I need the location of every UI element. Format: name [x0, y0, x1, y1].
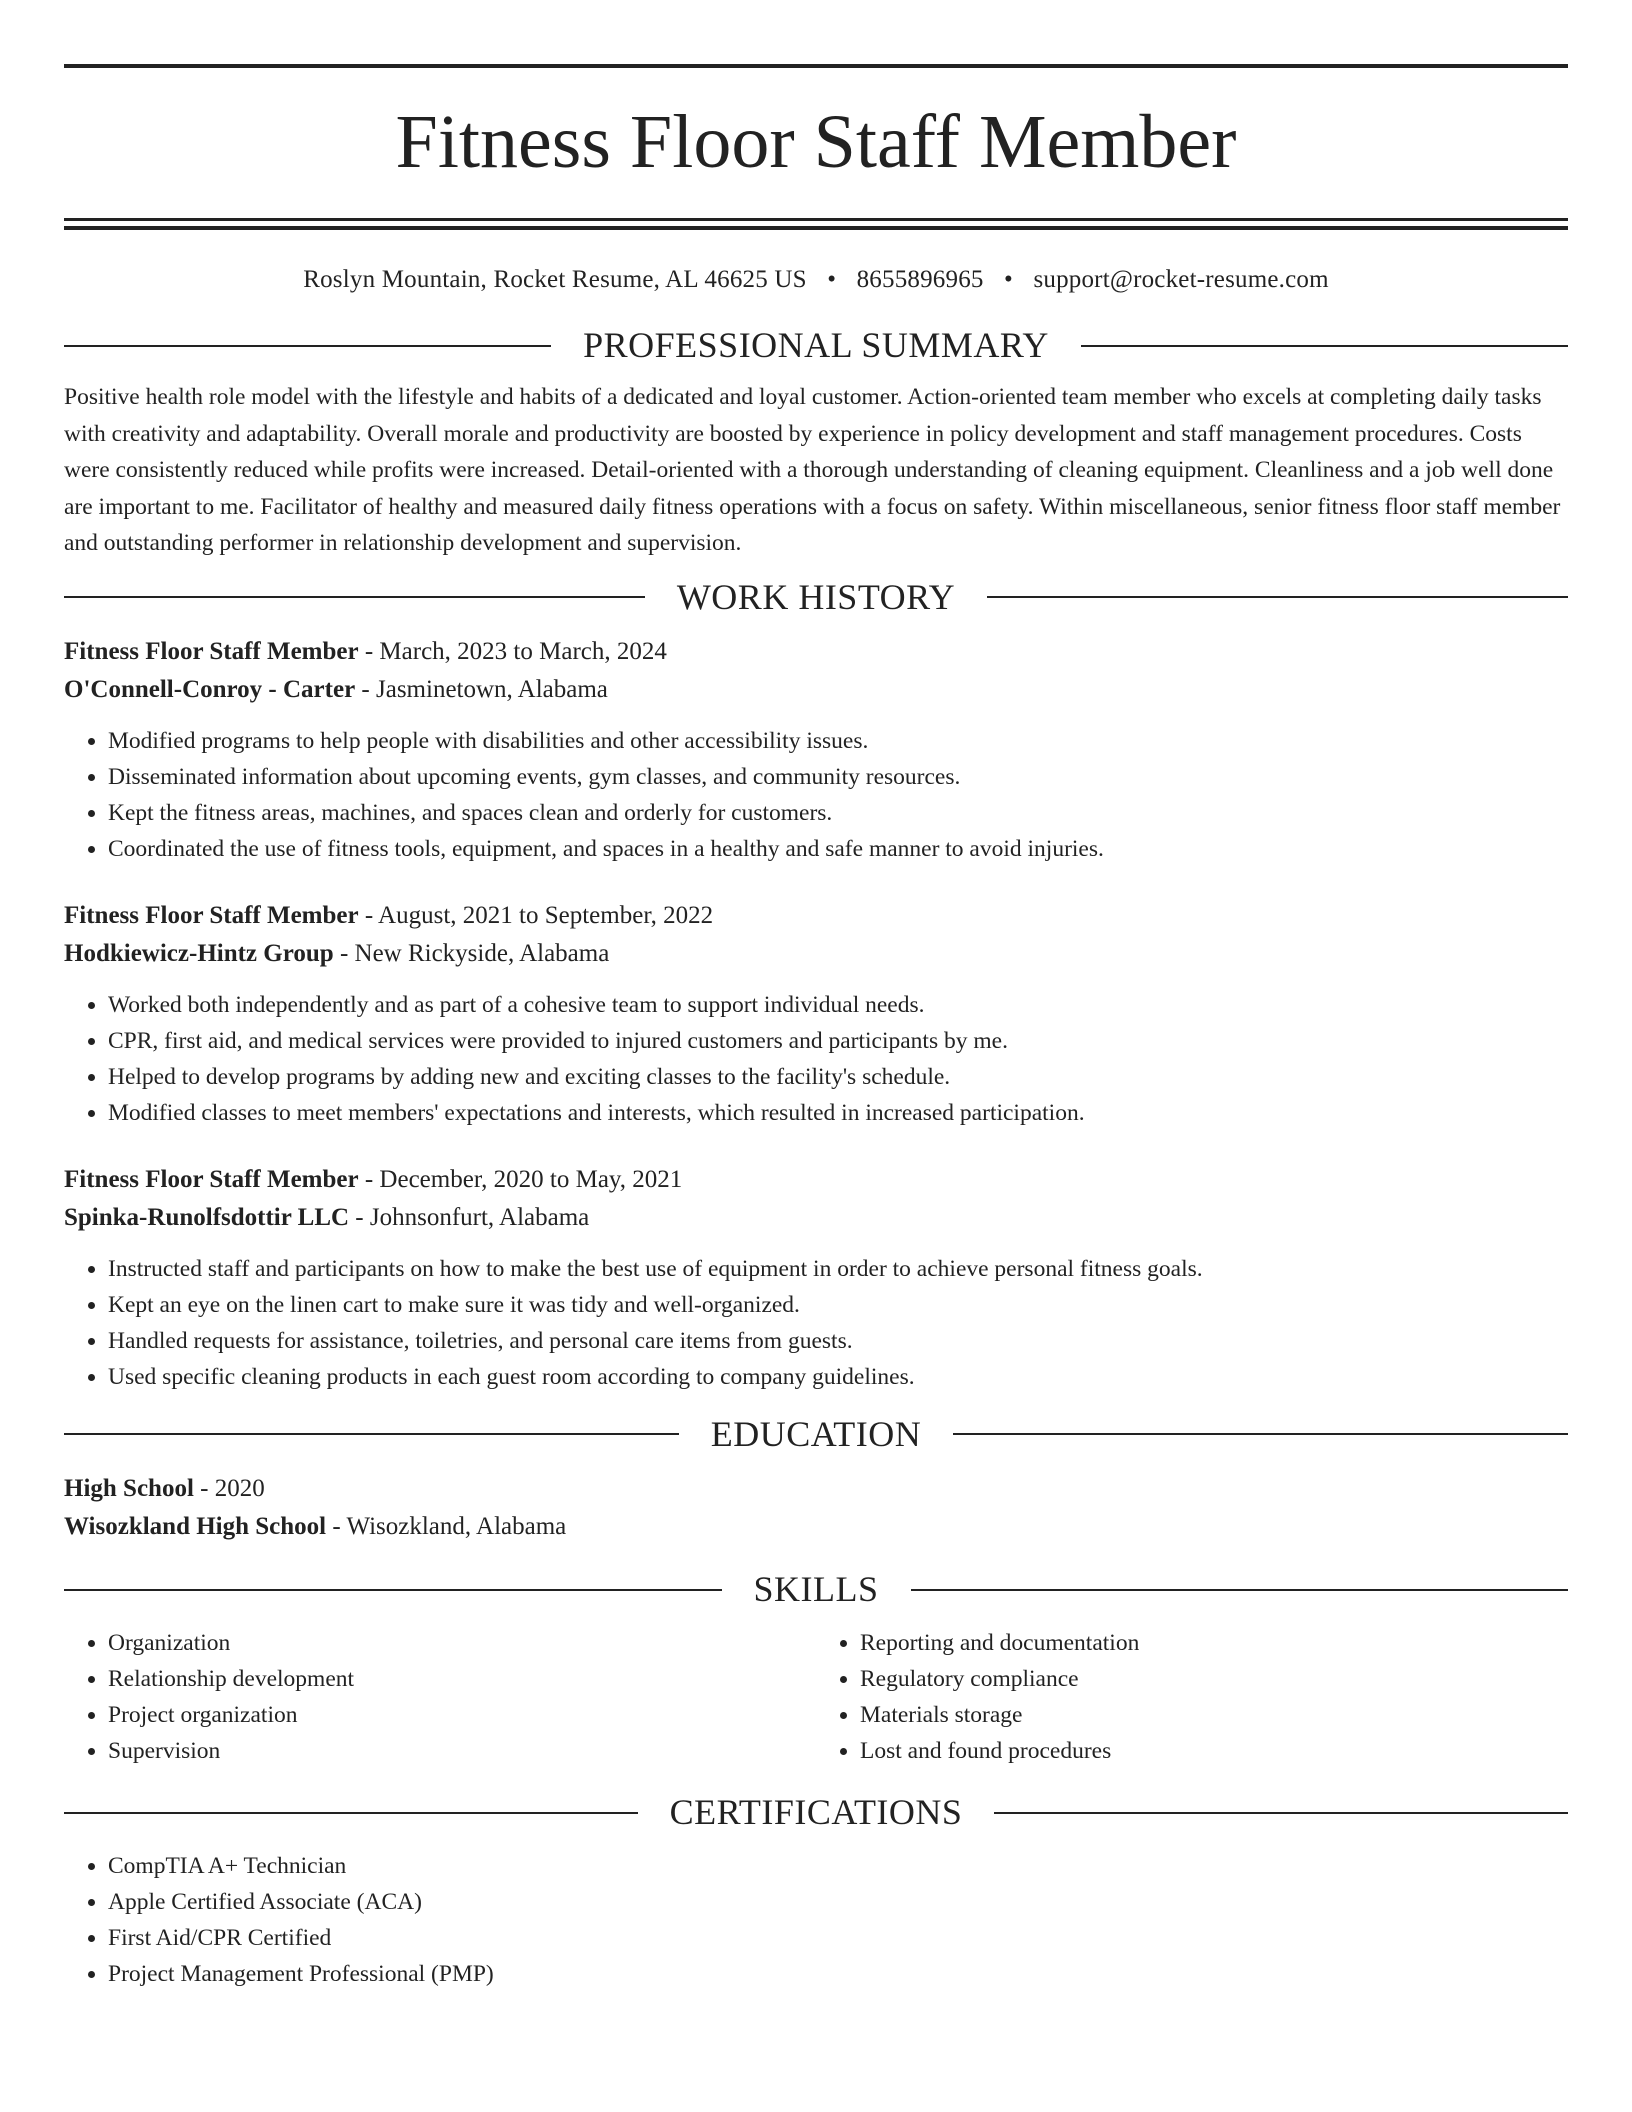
job-bullet: • Kept an eye on the linen cart to make sure it was tidy and well-organized. — [108, 1287, 1568, 1323]
contact-email[interactable]: support@rocket-resume.com — [1033, 266, 1329, 293]
job-company-line — [64, 935, 1568, 973]
certification-item: • Apple Certified Associate (ACA) — [108, 1884, 1568, 1920]
job-title: Fitness Floor Staff Member — [64, 901, 359, 929]
skill-item: • Relationship development — [108, 1661, 816, 1697]
job-bullets — [64, 723, 1568, 867]
contact-separator: • — [1004, 266, 1013, 293]
job-bullet: • Used specific cleaning products in each guest room according to company guidelines. — [108, 1359, 1568, 1395]
summary-text: Positive health role model with the lifestyle and habits of a dedicated and loyal customer. Action-oriented team member who excels at completing daily tasks with creativity and adaptability. Overall morale and productivity are boosted by experience in policy development and staff management procedures. Costs were consistently reduced while profits were increased. Detail-oriented with a thorough understanding of cleaning equipment. Cleanliness and a job well done are important to me. Facilitator of healthy and measured daily fitness operations with a focus on safety. Within miscellaneous, senior fitness floor staff member and outstanding performer in relationship development and supervision. — [64, 384, 1561, 557]
job-title: Fitness Floor Staff Member — [64, 637, 359, 665]
section-rule — [1081, 345, 1568, 347]
education-year: - 2020 — [193, 1475, 265, 1503]
job-bullets — [64, 987, 1568, 1131]
job-bullet: • Instructed staff and participants on how to make the best use of equipment in order to achieve personal fitness goals. — [108, 1251, 1568, 1287]
skill-item: • Organization — [108, 1625, 816, 1661]
section-rule — [64, 345, 551, 347]
skills-grid — [64, 1625, 1568, 1769]
section-rule — [987, 596, 1568, 598]
section-rule — [994, 1812, 1568, 1814]
education-entry — [64, 1470, 1568, 1546]
job-bullet: • Coordinated the use of fitness tools, equipment, and spaces in a healthy and safe manner to avoid injuries. — [108, 831, 1568, 867]
resume-title: Fitness Floor Staff Member — [395, 100, 1237, 184]
job-location: - Jasminetown, Alabama — [355, 675, 608, 703]
education-location: - Wisozkland, Alabama — [326, 1513, 567, 1541]
certification-item: • CompTIA A+ Technician — [108, 1848, 1568, 1884]
job-bullet: • Handled requests for assistance, toiletries, and personal care items from guests. — [108, 1323, 1568, 1359]
skill-item: • Reporting and documentation — [860, 1625, 1568, 1661]
section-rule — [953, 1433, 1568, 1435]
skill-item: • Regulatory compliance — [860, 1661, 1568, 1697]
education-school-line — [64, 1508, 1568, 1546]
section-header-summary — [64, 324, 1568, 367]
section-title: CERTIFICATIONS — [669, 1792, 963, 1833]
contact-line — [64, 266, 1568, 294]
job-company: Spinka-Runolfsdottir LLC — [64, 1203, 350, 1231]
skills-list-right — [816, 1625, 1568, 1769]
job-company-line — [64, 1199, 1568, 1237]
section-header-certifications — [64, 1791, 1568, 1834]
education-school: Wisozkland High School — [64, 1513, 327, 1541]
section-title: PROFESSIONAL SUMMARY — [583, 325, 1049, 365]
section-rule — [64, 596, 645, 598]
section-title: SKILLS — [753, 1569, 879, 1610]
contact-separator: • — [827, 266, 837, 293]
job-bullet: • Modified classes to meet members' expectations and interests, which resulted in increased participation. — [108, 1095, 1568, 1131]
job-bullet: • Disseminated information about upcoming events, gym classes, and community resources. — [108, 759, 1568, 795]
job-dates: - December, 2020 to May, 2021 — [358, 1165, 683, 1193]
education-degree-line — [64, 1470, 1568, 1508]
job-entry — [64, 897, 1568, 1131]
job-location: - New Rickyside, Alabama — [333, 939, 610, 967]
contact-phone: 8655896965 — [856, 266, 984, 293]
job-bullet: • Helped to develop programs by adding new and exciting classes to the facility's schedule. — [108, 1059, 1568, 1095]
skill-item: • Project organization — [108, 1697, 816, 1733]
certification-item: • First Aid/CPR Certified — [108, 1920, 1568, 1956]
job-title-line — [64, 1161, 1568, 1199]
skill-item: • Supervision — [108, 1733, 816, 1769]
section-rule — [64, 1812, 638, 1814]
job-location: - Johnsonfurt, Alabama — [349, 1203, 590, 1231]
job-dates: - March, 2023 to March, 2024 — [358, 637, 667, 665]
job-bullets — [64, 1251, 1568, 1395]
skill-item: • Lost and found procedures — [860, 1733, 1568, 1769]
job-title: Fitness Floor Staff Member — [64, 1165, 359, 1193]
section-rule — [64, 1589, 722, 1591]
section-header-skills — [64, 1568, 1568, 1611]
job-company: Hodkiewicz-Hintz Group — [64, 939, 334, 967]
skill-item: • Materials storage — [860, 1697, 1568, 1733]
section-title: EDUCATION — [710, 1413, 922, 1454]
job-dates: - August, 2021 to September, 2022 — [358, 901, 714, 929]
certifications-list — [64, 1848, 1568, 1992]
job-company-line — [64, 671, 1568, 709]
section-rule — [64, 1433, 679, 1435]
title-double-rule — [64, 218, 1568, 230]
section-rule — [911, 1589, 1569, 1591]
job-bullet: • CPR, first aid, and medical services were provided to injured customers and participants by me. — [108, 1023, 1568, 1059]
job-title-line — [64, 633, 1568, 671]
job-company: O'Connell-Conroy - Carter — [64, 675, 356, 703]
job-title-line — [64, 897, 1568, 935]
contact-address: Roslyn Mountain, Rocket Resume, AL 46625 US — [303, 266, 807, 293]
section-title: WORK HISTORY — [676, 576, 956, 617]
education-degree: High School — [64, 1475, 194, 1503]
skills-list-left — [64, 1625, 816, 1769]
job-bullet: • Modified programs to help people with disabilities and other accessibility issues. — [108, 723, 1568, 759]
job-entry — [64, 1161, 1568, 1395]
job-bullet: • Worked both independently and as part of a cohesive team to support individual needs. — [108, 987, 1568, 1023]
job-entry — [64, 633, 1568, 867]
certification-item: • Project Management Professional (PMP) — [108, 1956, 1568, 1992]
job-bullet: • Kept the fitness areas, machines, and spaces clean and orderly for customers. — [108, 795, 1568, 831]
section-header-education — [64, 1413, 1568, 1456]
section-header-work — [64, 576, 1568, 619]
